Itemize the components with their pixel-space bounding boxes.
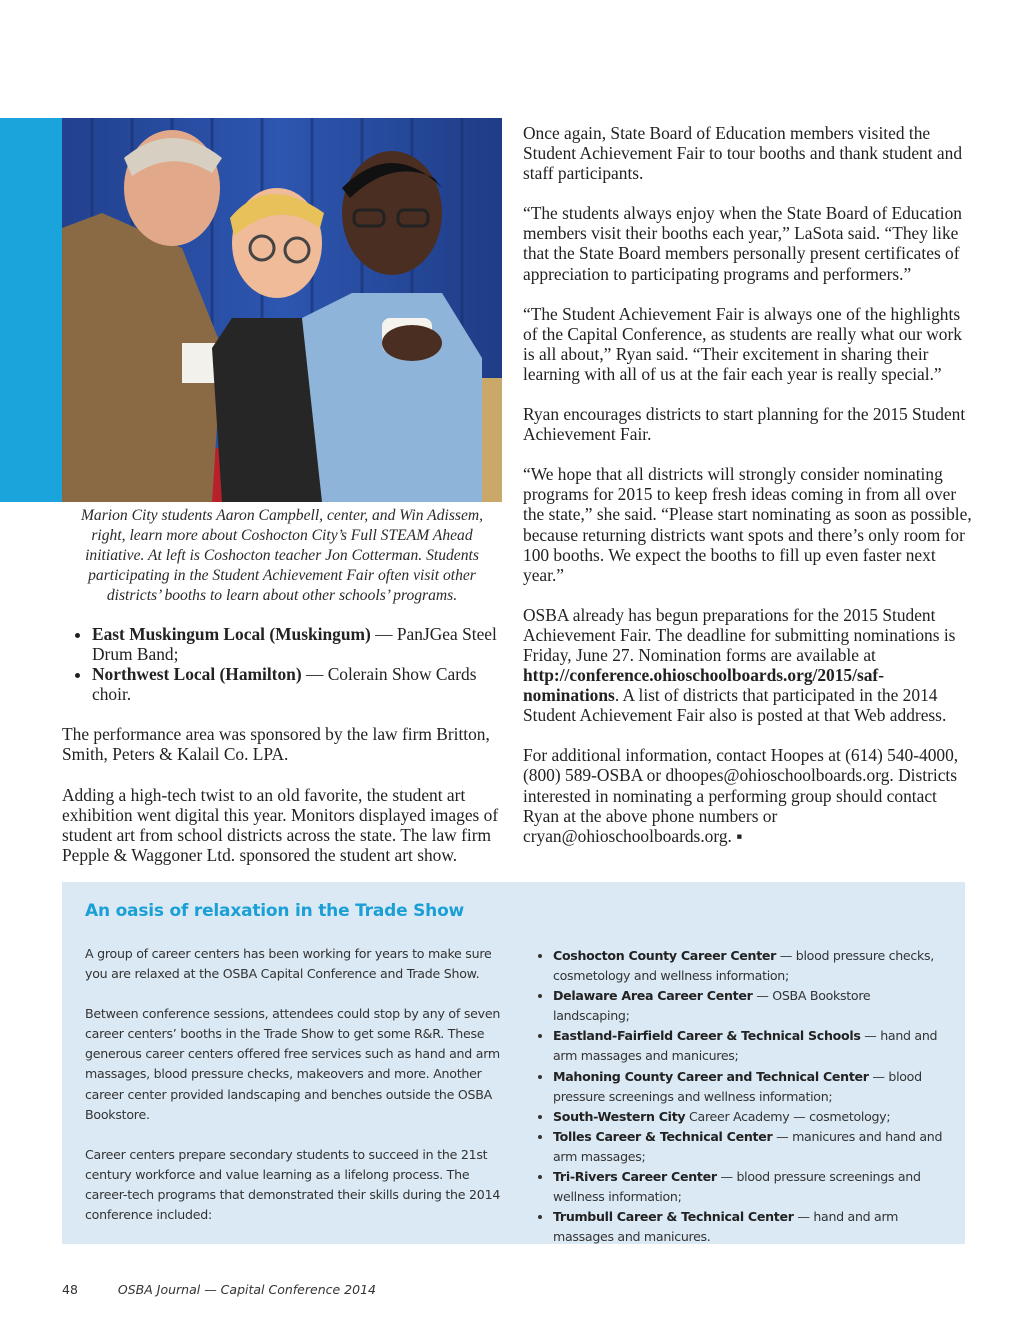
left-column <box>62 624 507 885</box>
list-item: • Eastland-Fairfield Career & Technical Schools — hand and arm massages and manicures; <box>553 1026 945 1066</box>
list-item: • Tri-Rivers Career Center — blood pressure screenings and wellness information; <box>553 1167 945 1207</box>
list-item: • Trumbull Career & Technical Center — hand and arm massages and manicures. <box>553 1207 945 1247</box>
sidebar-text <box>85 944 505 1245</box>
list-item: • Mahoning County Career and Technical Center — blood pressure screenings and wellness information; <box>553 1067 945 1107</box>
body-paragraph: Ryan encourages districts to start planning for the 2015 Student Achievement Fair. <box>523 404 966 445</box>
career-center-list <box>525 946 945 1247</box>
body-paragraph: Adding a high-tech twist to an old favorite, the student art exhibition went digital this year. Monitors displayed images of student art from school districts across the state. The law firm Pepple & Waggoner Ltd. sponsored the student art show. <box>62 784 499 865</box>
list-item: • Northwest Local (Hamilton) — Colerain Show Cards choir. <box>92 664 507 704</box>
center-name: South-Western City <box>553 1108 686 1124</box>
body-paragraph: The performance area was sponsored by the law firm Britton, Smith, Peters & Kalail Co. LPA. <box>62 724 490 765</box>
body-paragraph: “We hope that all districts will strongly consider nominating programs for 2015 to keep fresh ideas coming in from all over the state,” she said. “Please start nominating as soon as possible, because returning districts want spots and there’s only room for 100 booths. We expect the booths to fill up even faster next year.” <box>523 464 972 585</box>
list-item: • Tolles Career & Technical Center — manicures and hand and arm massages; <box>553 1127 945 1167</box>
body-paragraph: For additional information, contact Hoopes at (614) 540-4000, (800) 589-OSBA or dhoopes@ohioschoolboards.org. Districts interested in nominating a performing group should contact Ryan at the above phone numbers or cryan@ohioschoolboards.org. ▪ <box>523 745 959 846</box>
body-paragraph: Once again, State Board of Education members visited the Student Achievement Fair to tour booths and thank student and staff participants. <box>523 123 963 184</box>
sidebar-paragraph: A group of career centers has been working for years to make sure you are relaxed at the OSBA Capital Conference and Trade Show. <box>85 946 492 982</box>
center-name: Eastland-Fairfield Career & Technical Schools <box>553 1028 861 1044</box>
list-item: • Delaware Area Career Center — OSBA Bookstore landscaping; <box>553 986 945 1026</box>
sidebar-title: An oasis of relaxation in the Trade Show <box>85 901 465 921</box>
center-name: Tolles Career & Technical Center <box>553 1128 773 1144</box>
list-item: • East Muskingum Local (Muskingum) — PanJGea Steel Drum Band; <box>92 624 507 664</box>
list-item: • Coshocton County Career Center — blood pressure checks, cosmetology and wellness information; <box>553 946 945 986</box>
body-paragraph: “The students always enjoy when the State Board of Education members visit their booths each year,” LaSota said. “They like that the State Board members personally present certificates of appreciation to participating programs and performers.” <box>523 203 962 284</box>
nomination-link[interactable]: http://conference.ohioschoolboards.org/2015/saf-nominations <box>523 665 884 706</box>
page-footer <box>62 1282 376 1297</box>
list-item: • South-Western City Career Academy — cosmetology; <box>553 1107 945 1127</box>
sidebar-paragraph: Between conference sessions, attendees could stop by any of seven career centers’ booths in the Trade Show to get some R&R. These generous career centers offered free services such as hand and arm massages, blood pressure checks, makeovers and more. Another career center provided landscaping and benches outside the OSBA Bookstore. <box>85 1006 501 1122</box>
accent-bar <box>0 118 62 502</box>
body-paragraph: OSBA already has begun preparations for the 2015 Student Achievement Fair. The deadline for submitting nominations is Friday, June 27. Nomination forms are available at http://conference.ohioschoolboards.org/2015/saf-nominations. A list of districts that participated in the 2014 Student Achievement Fair also is posted at that Web address. <box>523 604 956 726</box>
journal-title: OSBA Journal — Capital Conference 2014 <box>117 1282 376 1297</box>
center-name: Tri-Rivers Career Center <box>553 1169 717 1185</box>
body-paragraph: “The Student Achievement Fair is always one of the highlights of the Capital Conference, as students are really what our work is all about,” Ryan said. “Their excitement in sharing their learning with all of us at the fair each year is really special.” <box>523 303 962 384</box>
center-name: Delaware Area Career Center <box>553 988 753 1004</box>
right-column <box>523 123 973 866</box>
photo-caption: Marion City students Aaron Campbell, center, and Win Adissem, right, learn more about Coshocton City’s Full STEAM Ahead initiative. At left is Coshocton teacher Jon Cotterman. Students participating in the Student Achievement Fair often visit other districts’ booths to learn about other schools’ programs. <box>80 507 484 604</box>
page-number: 48 <box>62 1282 78 1297</box>
center-name: Coshocton County Career Center <box>553 948 777 963</box>
performer-list <box>62 624 507 704</box>
center-name: Mahoning County Career and Technical Center <box>553 1068 869 1084</box>
sidebar-paragraph: Career centers prepare secondary students to succeed in the 21st century workforce and value learning as a lifelong process. The career-tech programs that demonstrated their skills during the 2014 conference included: <box>85 1146 501 1223</box>
district-name: East Muskingum Local (Muskingum) <box>92 624 371 644</box>
event-photo <box>62 118 502 502</box>
district-name: Northwest Local (Hamilton) <box>92 664 302 685</box>
trade-show-sidebar <box>62 882 965 1244</box>
center-name: Trumbull Career & Technical Center <box>553 1209 794 1225</box>
